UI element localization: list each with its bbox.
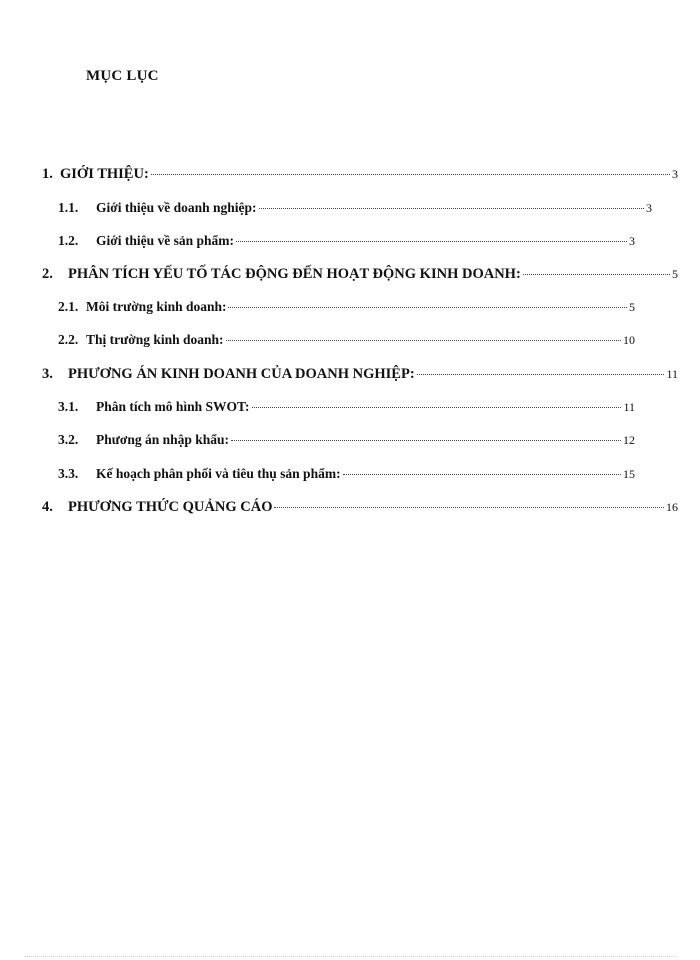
toc-entry-number: 3.2. bbox=[58, 432, 79, 447]
toc-entry-page: 3 bbox=[629, 234, 635, 248]
toc-entry-number: 1.2. bbox=[58, 233, 79, 248]
toc-entry-label: Thị trường kinh doanh: bbox=[86, 332, 224, 347]
toc-entry-label: Phân tích mô hình SWOT: bbox=[96, 399, 250, 414]
toc-entry-page: 3 bbox=[646, 201, 652, 215]
toc-entry-number: 4. bbox=[42, 499, 53, 515]
toc-entry[interactable] bbox=[58, 432, 635, 452]
toc-entry-number: 1.1. bbox=[58, 200, 79, 215]
dot-leader bbox=[228, 307, 627, 308]
toc-entry-label: Môi trường kinh doanh: bbox=[86, 299, 227, 314]
toc-entry-number: 1. bbox=[42, 166, 53, 182]
page-title: MỤC LỤC bbox=[86, 68, 159, 84]
toc-entry[interactable] bbox=[42, 266, 678, 286]
toc-entry-page: 5 bbox=[629, 300, 635, 314]
toc-entry-page: 10 bbox=[623, 333, 635, 347]
toc-entry[interactable] bbox=[58, 332, 635, 352]
dot-leader bbox=[231, 440, 621, 441]
toc-entry-page: 3 bbox=[672, 167, 678, 181]
dot-leader bbox=[226, 340, 621, 341]
toc-entry-label: GIỚI THIỆU: bbox=[60, 166, 149, 182]
dot-leader bbox=[259, 208, 644, 209]
toc-entry[interactable] bbox=[58, 233, 635, 253]
dot-leader bbox=[417, 374, 665, 375]
toc-entry[interactable] bbox=[42, 499, 678, 519]
toc-entry[interactable] bbox=[58, 299, 635, 319]
toc-entry-number: 3.3. bbox=[58, 466, 79, 481]
toc-entry-label: Phương án nhập khẩu: bbox=[96, 432, 230, 447]
dot-leader bbox=[252, 407, 622, 408]
toc-entry-number: 2.1. bbox=[58, 299, 79, 314]
toc-entry-page: 12 bbox=[623, 433, 635, 447]
toc-entry-number: 2. bbox=[42, 266, 53, 282]
toc-entry-number: 2.2. bbox=[58, 332, 79, 347]
toc-entry[interactable] bbox=[58, 399, 635, 419]
toc-entry[interactable] bbox=[42, 166, 678, 186]
toc-entry[interactable] bbox=[58, 200, 652, 220]
dot-leader bbox=[343, 474, 621, 475]
dot-leader bbox=[151, 174, 670, 175]
toc-entry-label: PHƯƠNG ÁN KINH DOANH CỦA DOANH NGHIỆP: bbox=[68, 366, 415, 382]
toc-entry-page: 11 bbox=[666, 367, 678, 381]
toc-entry-label: Kế hoạch phân phối và tiêu thụ sản phẩm: bbox=[96, 466, 341, 481]
toc-entry-label: Giới thiệu về sản phẩm: bbox=[96, 233, 234, 248]
dot-leader bbox=[523, 274, 670, 275]
toc-entry[interactable] bbox=[58, 466, 635, 486]
toc-entry[interactable] bbox=[42, 366, 678, 386]
toc-entry-label: Giới thiệu về doanh nghiệp: bbox=[96, 200, 257, 215]
dot-leader bbox=[236, 241, 627, 242]
toc-entry-number: 3. bbox=[42, 366, 53, 382]
toc-entry-label: PHƯƠNG THỨC QUẢNG CÁO bbox=[68, 499, 273, 515]
toc-entry-page: 15 bbox=[623, 467, 635, 481]
toc-entry-page: 16 bbox=[666, 500, 678, 514]
page-bottom-rule bbox=[24, 956, 676, 957]
toc-entry-number: 3.1. bbox=[58, 399, 79, 414]
dot-leader bbox=[274, 507, 664, 508]
toc-entry-page: 5 bbox=[672, 267, 678, 281]
toc-entry-page: 11 bbox=[623, 400, 635, 414]
toc-entry-label: PHÂN TÍCH YẾU TỐ TÁC ĐỘNG ĐẾN HOẠT ĐỘNG KINH DOANH: bbox=[68, 266, 521, 282]
